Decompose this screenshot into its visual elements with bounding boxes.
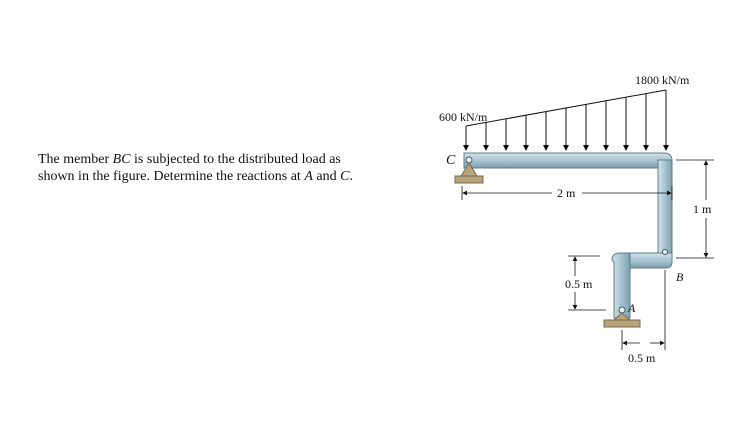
- point-label-a: A: [304, 169, 313, 184]
- dim-2m-label: 2 m: [557, 186, 576, 200]
- support-a-base: [604, 320, 640, 327]
- dim-1m-label: 1 m: [693, 202, 712, 216]
- pin-a: [619, 307, 625, 313]
- text-fragment: is subjected to the distributed load as: [130, 152, 341, 167]
- dim-05m-h-label: 0.5 m: [628, 351, 656, 365]
- member-vertical-right: [658, 160, 672, 260]
- text-fragment: The member: [38, 152, 113, 167]
- support-c-base: [455, 176, 483, 183]
- distributed-load: [466, 90, 666, 150]
- load-left-label: 600 kN/m: [439, 110, 488, 124]
- point-b-label: B: [676, 270, 684, 284]
- dim-05m-v-label: 0.5 m: [565, 277, 593, 291]
- point-c-label: C: [446, 153, 456, 168]
- pin-b: [663, 250, 668, 255]
- point-a-label: A: [628, 301, 636, 315]
- member-horizontal-beam: [464, 153, 672, 168]
- text-fragment: shown in the figure. Determine the reactions at: [38, 169, 305, 184]
- point-label-c: C: [340, 169, 350, 184]
- load-right-label: 1800 kN/m: [635, 73, 690, 87]
- text-fragment: .: [349, 169, 353, 184]
- text-fragment: and: [312, 169, 341, 184]
- member-label-bc: BC: [112, 152, 131, 167]
